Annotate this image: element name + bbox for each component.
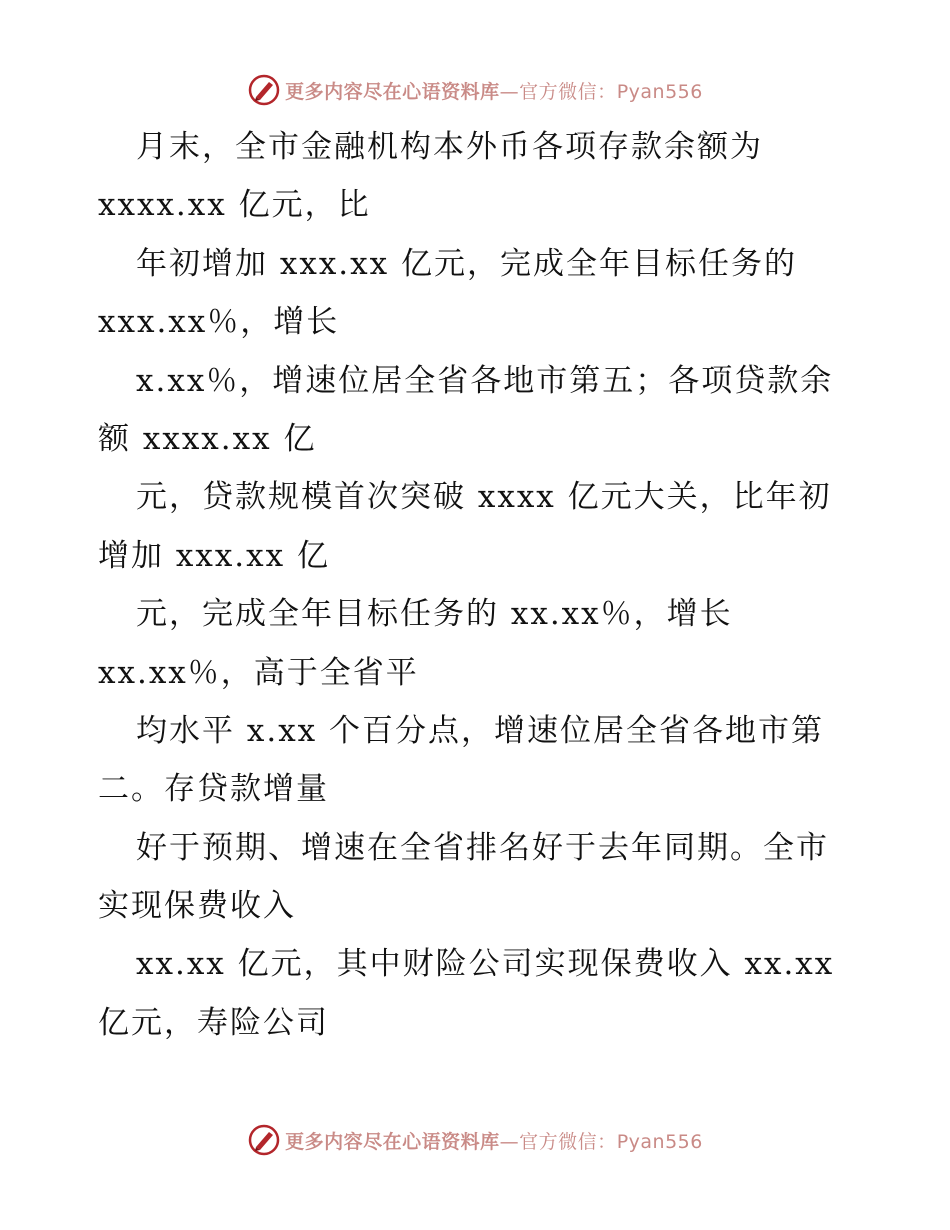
- red-pen-seal-logo-icon: [247, 1123, 281, 1157]
- footer-banner: [0, 1120, 950, 1160]
- footer-banner-main: 更多内容尽在心语资料库: [285, 1130, 500, 1153]
- footer-banner-label: 官方微信：: [519, 1130, 617, 1153]
- text-line: 均水平 x.xx 个百分点，增速位居全省各地市第: [136, 712, 825, 749]
- text-line: 好于预期、增速在全省排名好于去年同期。全市: [136, 829, 829, 866]
- footer-banner-wechat-id: Pyan556: [616, 1130, 703, 1153]
- document-body: [98, 118, 858, 1052]
- header-banner-main: 更多内容尽在心语资料库: [285, 80, 500, 103]
- text-line: xx.xx 亿元，其中财险公司实现保费收入 xx.xx: [136, 946, 835, 983]
- text-line: 月末，全市金融机构本外币各项存款余额为: [136, 129, 763, 165]
- text-line: xxxx.xx 亿元，比: [98, 187, 371, 224]
- text-line: 实现保费收入: [98, 888, 296, 925]
- text-line: xxx.xx％，增长: [98, 304, 340, 341]
- header-banner-wechat-id: Pyan556: [616, 80, 703, 103]
- header-banner-text: [285, 77, 703, 104]
- text-line: 额 xxxx.xx 亿: [98, 420, 317, 457]
- text-line: 元，完成全年目标任务的 xx.xx％，增长: [136, 596, 733, 633]
- text-line: 二。存贷款增量: [98, 771, 329, 808]
- text-line: xx.xx％，高于全省平: [98, 654, 419, 691]
- header-banner-label: 官方微信：: [519, 80, 617, 103]
- text-line: 增加 xxx.xx 亿: [98, 537, 330, 574]
- text-line: x.xx％，增速位居全省各地市第五；各项贷款余: [136, 362, 834, 399]
- header-banner: [0, 70, 950, 110]
- header-banner-separator: —: [499, 80, 520, 103]
- red-pen-seal-logo-icon: [247, 73, 281, 107]
- text-line: 亿元，寿险公司: [98, 1004, 329, 1041]
- text-line: 年初增加 xxx.xx 亿元，完成全年目标任务的: [136, 245, 797, 282]
- text-line: 元，贷款规模首次突破 xxxx 亿元大关，比年初: [136, 479, 832, 516]
- footer-banner-separator: —: [499, 1130, 520, 1153]
- footer-banner-text: [285, 1127, 703, 1154]
